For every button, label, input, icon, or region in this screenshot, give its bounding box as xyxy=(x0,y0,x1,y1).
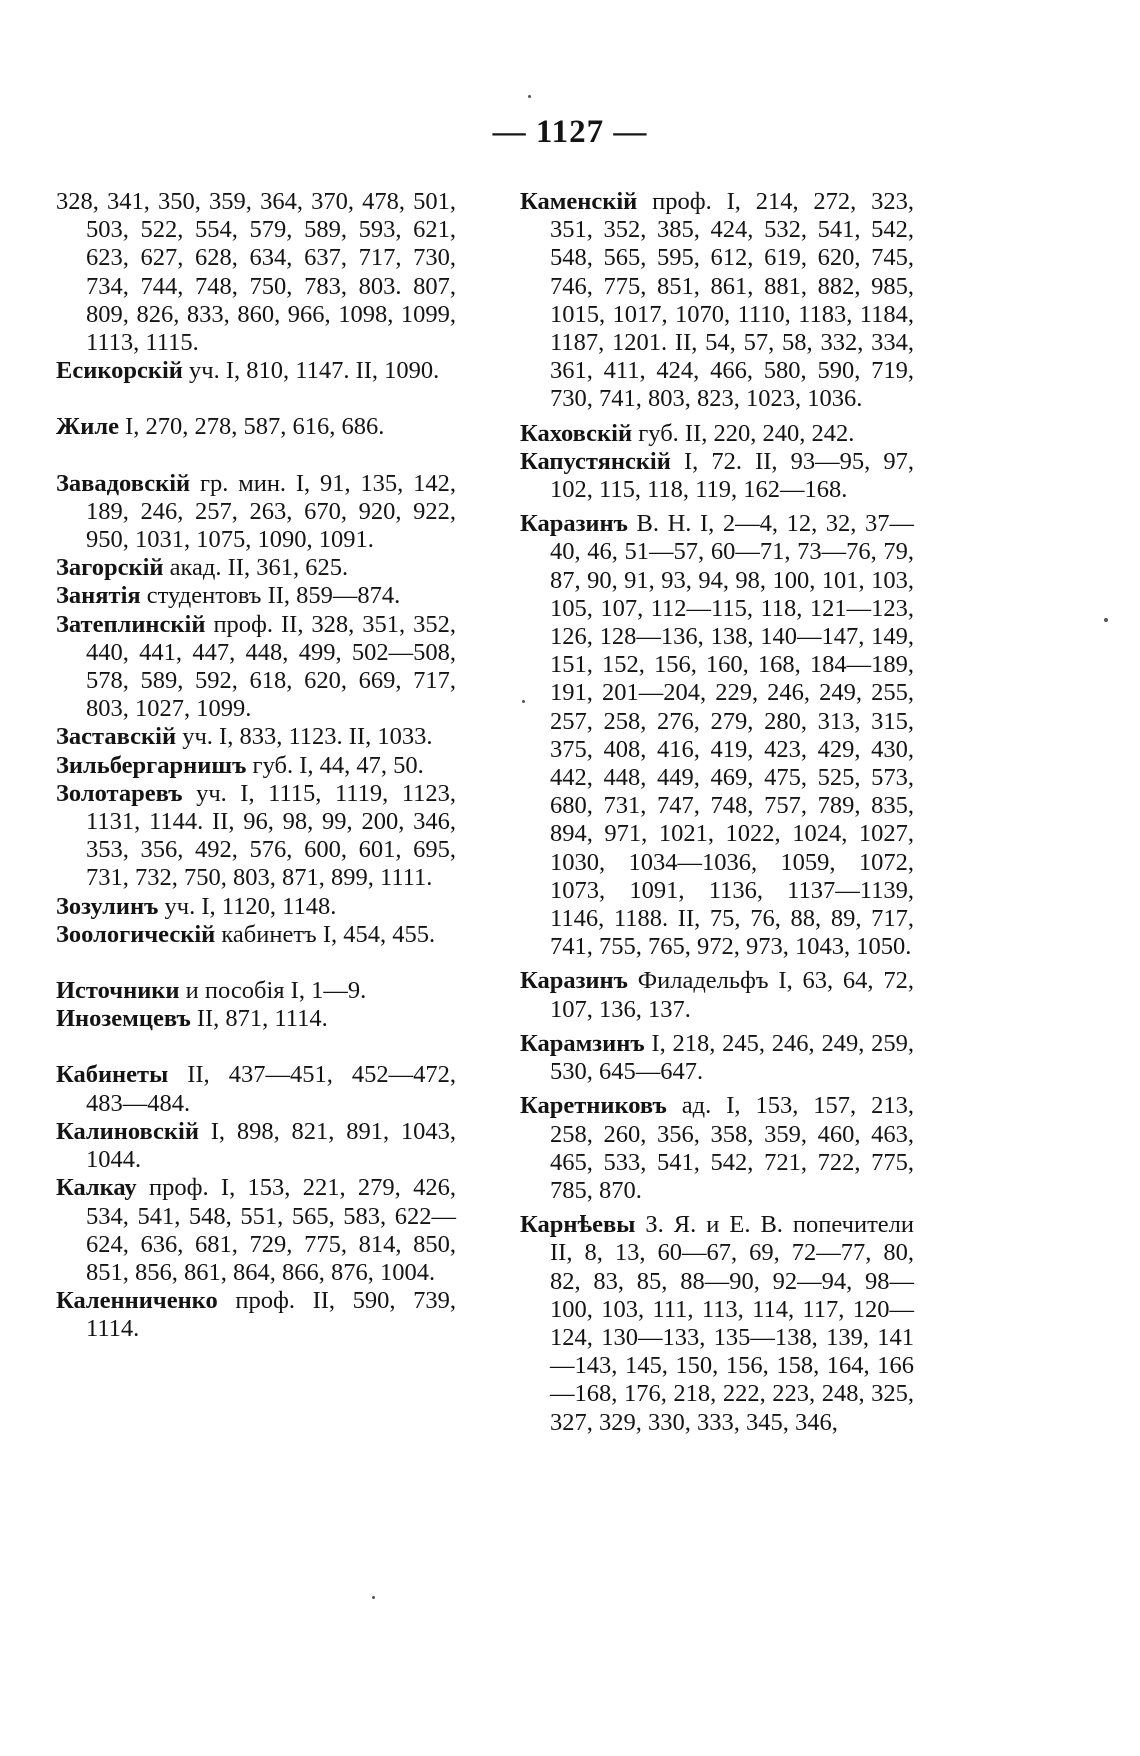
index-entry xyxy=(56,893,456,921)
entry-headword: Каразинъ xyxy=(520,510,628,538)
entry-headword: Кабинеты xyxy=(56,1061,169,1089)
index-entry xyxy=(56,723,456,751)
entry-references: кабинетъ I, 454, 455. xyxy=(215,920,436,948)
entry-headword: Калкау xyxy=(56,1174,137,1202)
index-entry xyxy=(56,977,456,1005)
index-entry xyxy=(56,1287,456,1343)
entry-references: уч. I, 1115, 1119, 1123, 1131, 1144. II, 96, 98, 99, 200, 346, 353, 356, 492, 576, 600, 601, 695, 731, 732, 750, 803, 871, 899, 1111. xyxy=(86,779,456,892)
entry-headword: Зозулинъ xyxy=(56,892,159,920)
page-number: — 1127 — xyxy=(492,114,648,150)
entry-headword: Жиле xyxy=(56,413,119,441)
left-column xyxy=(56,188,456,1344)
entry-headword: Иноземцевъ xyxy=(56,1005,191,1033)
index-entry xyxy=(56,413,456,441)
entry-headword: Каховскій xyxy=(520,419,633,447)
right-column xyxy=(520,188,914,1437)
entry-references: ад. I, 153, 157, 213, 258, 260, 356, 358, 359, 460, 463, 465, 533, 541, 542, 721, 722, 775, 785, 870. xyxy=(550,1092,914,1204)
entry-references: I, 270, 278, 587, 616, 686. xyxy=(118,413,385,441)
entry-headword: Каразинъ xyxy=(520,967,628,995)
entry-references: проф. II, 328, 351, 352, 440, 441, 447, 448, 499, 502—508, 578, 589, 592, 618, 620, 669, 717, 803, 1027, 1099. xyxy=(86,610,456,723)
entry-headword: Каретниковъ xyxy=(520,1092,667,1120)
entry-references: 328, 341, 350, 359, 364, 370, 478, 501, 503, 522, 554, 579, 589, 593, 621, 623, 627, 628, 634, 637, 717, 730, 734, 744, 748, 750, 783, 803. 807, 809, 826, 833, 860, 966, 1098, 1099, 1113, 1115. xyxy=(56,188,456,357)
entry-references: уч. I, 810, 1147. II, 1090. xyxy=(182,357,440,385)
index-entry xyxy=(520,1092,914,1205)
entry-references: губ. I, 44, 47, 50. xyxy=(246,751,424,779)
index-entry xyxy=(520,420,914,448)
entry-references: губ. II, 220, 240, 242. xyxy=(632,419,855,447)
index-entry xyxy=(56,780,456,893)
entry-headword: Золотаревъ xyxy=(56,779,183,807)
index-entry xyxy=(56,1174,456,1287)
entry-references: уч. I, 833, 1123. II, 1033. xyxy=(176,723,433,751)
index-entry xyxy=(56,1061,456,1117)
entry-headword: Занятія xyxy=(56,582,141,610)
index-entry xyxy=(520,1030,914,1086)
entry-headword: Капустянскій xyxy=(520,447,671,475)
entry-references: студентовъ II, 859—874. xyxy=(140,582,401,610)
entry-references: гр. мин. I, 91, 135, 142, 189, 246, 257, 263, 670, 920, 922, 950, 1031, 1075, 1090, 1091. xyxy=(86,469,456,554)
entry-headword: Заставскій xyxy=(56,723,177,751)
entry-headword: Карнѣевы xyxy=(520,1211,636,1239)
entry-references: I, 898, 821, 891, 1043, 1044. xyxy=(86,1117,456,1174)
index-entry xyxy=(520,448,914,504)
index-entry xyxy=(56,611,456,724)
entry-headword: Калиновскій xyxy=(56,1117,199,1145)
entry-headword: Зоологическій xyxy=(56,920,216,948)
entry-references: Филадельфъ I, 63, 64, 72, 107, 136, 137. xyxy=(550,967,914,1023)
entry-references: акад. II, 361, 625. xyxy=(163,554,349,582)
entry-references: и пособія I, 1—9. xyxy=(179,977,367,1005)
scan-speck xyxy=(528,95,531,98)
entry-headword: Загорскій xyxy=(56,554,164,582)
index-entry xyxy=(56,1118,456,1174)
entry-headword: Карамзинъ xyxy=(520,1029,645,1057)
index-entry xyxy=(520,510,914,961)
entry-references: проф. I, 214, 272, 323, 351, 352, 385, 424, 532, 541, 542, 548, 565, 595, 612, 619, 620, 745, 746, 775, 851, 861, 881, 882, 985, 1015, 1017, 1070, 1110, 1183, 1184, 1187, 1201. II, 54, 57, 58, 332, 334, 361, 411, 424, 466, 580, 590, 719, 730, 741, 803, 823, 1023, 1036. xyxy=(550,188,914,413)
index-entry xyxy=(56,554,456,582)
entry-references: З. Я. и Е. В. попечители II, 8, 13, 60—67, 69, 72—77, 80, 82, 83, 85, 88—90, 92—94, 98—100, 103, 111, 113, 114, 117, 120—124, 130—133, 135—138, 139, 141—143, 145, 150, 156, 158, 164, 166—168, 176, 218, 222, 223, 248, 325, 327, 329, 330, 333, 345, 346, xyxy=(550,1211,914,1436)
entry-headword: Есикорскій xyxy=(56,357,183,385)
entry-headword: Каленниченко xyxy=(56,1287,218,1315)
entry-references: уч. I, 1120, 1148. xyxy=(158,892,337,920)
entry-references: II, 437—451, 452—472, 483—484. xyxy=(86,1061,456,1117)
entry-references: проф. II, 590, 739, 1114. xyxy=(86,1287,456,1343)
entry-headword: Каменскій xyxy=(520,188,638,215)
entry-references: В. Н. I, 2—4, 12, 32, 37—40, 46, 51—57, 60—71, 73—76, 79, 87, 90, 91, 93, 94, 98, 100, 101, 103, 105, 107, 112—115, 118, 121—123, 126, 128—136, 138, 140—147, 149, 151, 152, 156, 160, 168, 184—189, 191, 201—204, 229, 246, 249, 255, 257, 258, 276, 279, 280, 313, 315, 375, 408, 416, 419, 423, 429, 430, 442, 448, 449, 469, 475, 525, 573, 680, 731, 747, 748, 757, 789, 835, 894, 971, 1021, 1022, 1024, 1027, 1030, 1034—1036, 1059, 1072, 1073, 1091, 1136, 1137—1139, 1146, 1188. II, 75, 76, 88, 89, 717, 741, 755, 765, 972, 973, 1043, 1050. xyxy=(550,510,914,961)
index-entry xyxy=(56,357,456,385)
scan-speck xyxy=(1104,618,1108,622)
entry-headword: Источники xyxy=(56,977,180,1005)
index-entry xyxy=(56,470,456,555)
index-entry xyxy=(56,582,456,610)
entry-headword: Зильбергарнишъ xyxy=(56,751,247,779)
entry-references: I, 72. II, 93—95, 97, 102, 115, 118, 119, 162—168. xyxy=(550,447,914,504)
index-entry xyxy=(520,967,914,1023)
entry-references: I, 218, 245, 246, 249, 259, 530, 645—647. xyxy=(550,1029,914,1086)
index-entry xyxy=(56,752,456,780)
entry-headword: Затеплинскій xyxy=(56,610,206,638)
index-entry xyxy=(56,1005,456,1033)
scan-speck xyxy=(372,1596,375,1599)
entry-references: проф. I, 153, 221, 279, 426, 534, 541, 548, 551, 565, 583, 622—624, 636, 681, 729, 775, 814, 850, 851, 856, 861, 864, 866, 876, 1004. xyxy=(86,1174,456,1286)
index-entry xyxy=(56,188,456,357)
entry-headword: Завадовскій xyxy=(56,469,191,497)
index-entry xyxy=(56,921,456,949)
index-entry xyxy=(520,1211,914,1437)
entry-references: II, 871, 1114. xyxy=(190,1005,328,1033)
index-entry xyxy=(520,188,914,414)
scan-speck xyxy=(522,700,525,703)
